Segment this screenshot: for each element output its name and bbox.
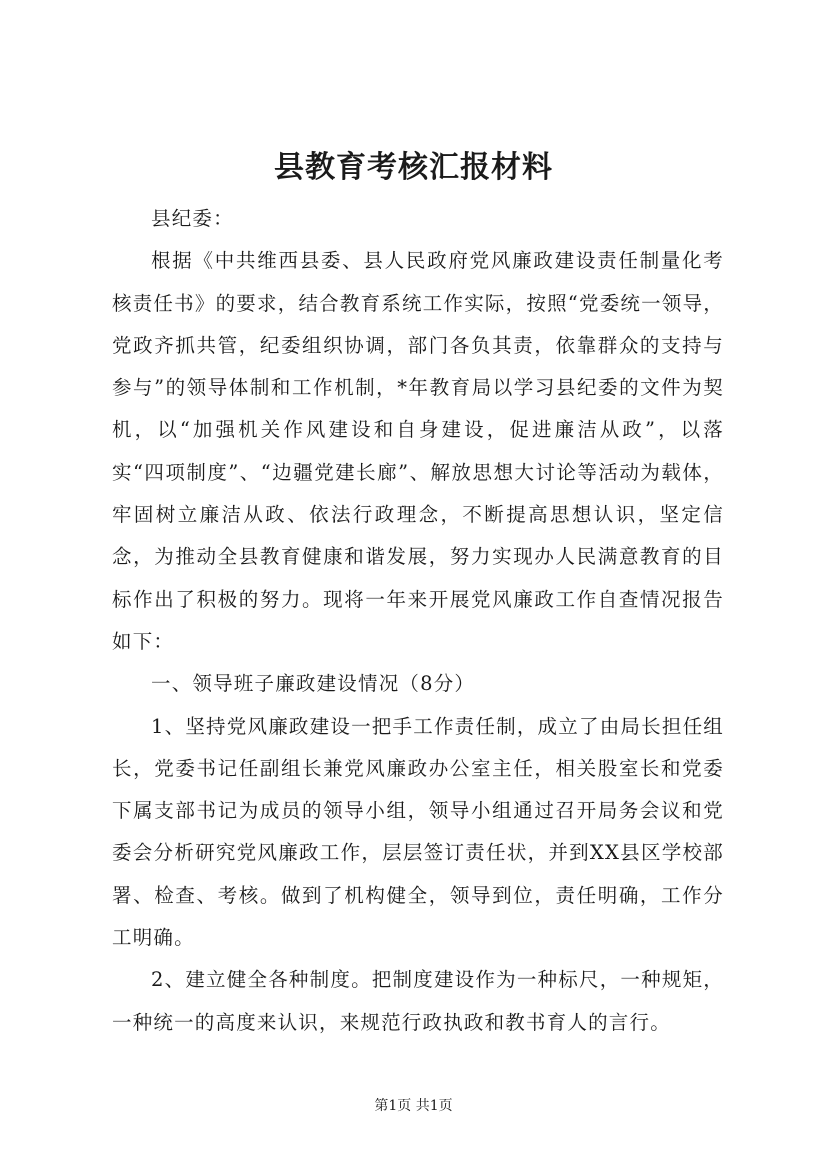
paragraph-item-1: 1、坚持党风廉政建设一把手工作责任制，成立了由局长担任组长，党委书记任副组长兼党风廉政办公室主任，相关股室长和党委下属支部书记为成员的领导小组，领导小组通过召开局务会议和党委会分析研究党风廉政工作，层层签订责任状，并到XX县区学校部署、检查、考核。做到了机构健全，领导到位，责任明确，工作分工明确。 [112, 714, 724, 950]
salutation: 县纪委： [151, 207, 234, 230]
paragraph-item-2: 2、建立健全各种制度。把制度建设作为一种标尺，一种规矩，一种统一的高度来认识，来规范行政执政和教书育人的言行。 [112, 968, 724, 1034]
document-body [112, 198, 724, 1044]
paragraph-intro: 根据《中共维西县委、县人民政府党风廉政建设责任制量化考核责任书》的要求，结合教育系统工作实际，按照“党委统一领导，党政齐抓共管，纪委组织协调，部门各负其责，依靠群众的支持与参与”的领导体制和工作机制，*年教育局以学习县纪委的文件为契机，以“加强机关作风建设和自身建设，促进廉洁从政”，以落实“四项制度”、“边疆党建长廊”、解放思想大讨论等活动为载体，牢固树立廉洁从政、依法行政理念，不断提高思想认识，坚定信念，为推动全县教育健康和谐发展，努力实现办人民满意教育的目标作出了积极的努力。现将一年来开展党风廉政工作自查情况报告如下： [112, 249, 724, 653]
section-heading-1: 一、领导班子廉政建设情况（8分） [151, 672, 476, 696]
document-title: 县教育考核汇报材料 [274, 150, 553, 185]
page-footer: 第1页 共1页 [374, 1098, 453, 1114]
